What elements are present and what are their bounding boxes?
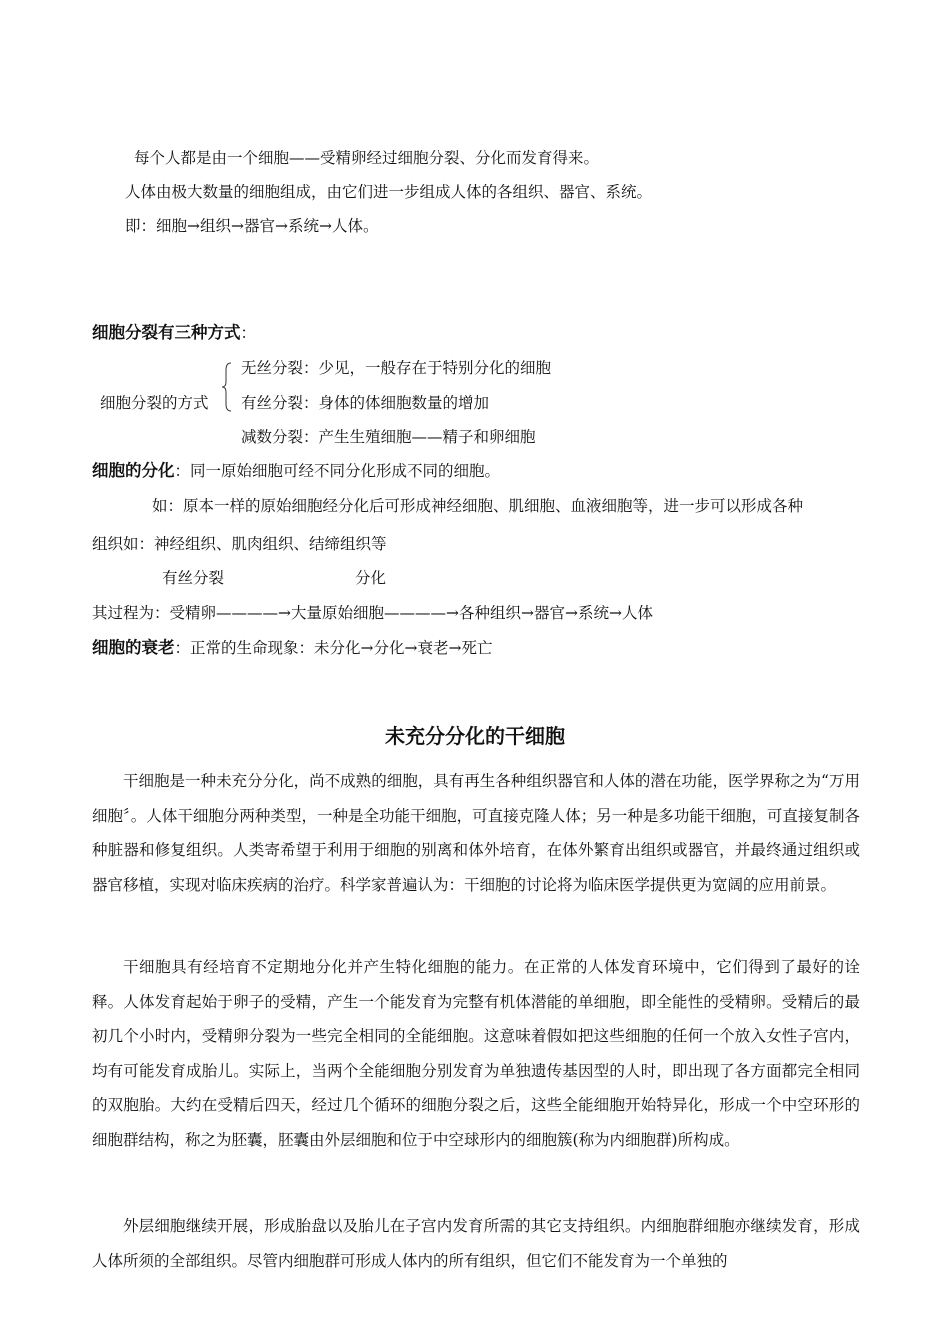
division-title-colon: ： xyxy=(240,324,257,342)
division-item-amitosis: 无丝分裂：少见，一般存在于特别分化的细胞 xyxy=(241,359,552,377)
intro-line-1: 每个人都是由一个细胞——受精卵经过细胞分裂、分化而发育得来。 xyxy=(134,149,600,167)
differentiation-example-2: 组织如：神经组织、肌肉组织、结缔组织等 xyxy=(92,535,387,553)
differentiation-example-1: 如：原本一样的原始细胞经分化后可形成神经细胞、肌细胞、血液细胞等，进一步可以形成各种 xyxy=(152,497,804,515)
brace-icon xyxy=(222,362,232,412)
paragraph-1: 干细胞是一种未充分分化，尚不成熟的细胞，具有再生各种组织器官和人体的潜在功能，医学界称之为“万用细胞〞。人体干细胞分两种类型，一种是全功能干细胞，可直接克隆人体；另一种是多功能干细胞，可直接复制各种脏器和修复组织。人类寄希望于利用于细胞的别离和体外培育，在体外繁育出组织或器官，并最终通过组织或器官移植，实现对临床疾病的治疗。科学家普遍认为：干细胞的讨论将为临床医学提供更为宽阔的应用前景。 xyxy=(92,772,860,894)
division-title: 细胞分裂有三种方式 xyxy=(92,323,241,342)
arrow-label-mitosis: 有丝分裂 xyxy=(162,569,225,587)
differentiation-text: ：同一原始细胞可经不同分化形成不同的细胞。 xyxy=(174,462,501,480)
division-item-meiosis: 减数分裂：产生生殖细胞——精子和卵细胞 xyxy=(241,428,536,446)
differentiation-line xyxy=(92,461,500,481)
aging-text: ：正常的生命现象：未分化→分化→衰老→死亡 xyxy=(174,639,493,657)
intro-line-3: 即：细胞→组织→器官→系统→人体。 xyxy=(125,217,379,235)
intro-line-2: 人体由极大数量的细胞组成，由它们进一步组成人体的各组织、器官、系统。 xyxy=(125,183,653,201)
section-heading: 未充分分化的干细胞 xyxy=(385,724,565,748)
division-group-label: 细胞分裂的方式 xyxy=(100,394,209,412)
division-item-mitosis: 有丝分裂：身体的体细胞数量的增加 xyxy=(241,394,490,412)
aging-line xyxy=(92,638,492,658)
division-title-line xyxy=(92,323,256,343)
process-line: 其过程为：受精卵————→大量原始细胞————→各种组织→器官→系统→人体 xyxy=(92,604,653,622)
arrow-label-differentiation: 分化 xyxy=(355,569,387,587)
aging-label: 细胞的衰老 xyxy=(92,638,175,657)
paragraph-3: 外层细胞继续开展，形成胎盘以及胎儿在子宫内发育所需的其它支持组织。内细胞群细胞亦继续发育，形成人体所须的全部组织。尽管内细胞群可形成人体内的所有组织，但它们不能发育为一个单独的 xyxy=(92,1217,860,1270)
differentiation-label: 细胞的分化 xyxy=(92,461,175,480)
paragraph-2: 干细胞具有经培育不定期地分化并产生特化细胞的能力。在正常的人体发育环境中，它们得到了最好的诠释。人体发育起始于卵子的受精，产生一个能发育为完整有机体潜能的单细胞，即全能性的受精卵。受精后的最初几个小时内，受精卵分裂为一些完全相同的全能细胞。这意味着假如把这些细胞的任何一个放入女性子宫内，均有可能发育成胎儿。实际上，当两个全能细胞分别发育为单独遗传基因型的人时，即出现了各方面都完全相同的双胞胎。大约在受精后四天，经过几个循环的细胞分裂之后，这些全能细胞开始特异化，形成一个中空环形的细胞群结构，称之为胚囊，胚囊由外层细胞和位于中空球形内的细胞簇(称为内细胞群)所构成。 xyxy=(92,958,860,1149)
